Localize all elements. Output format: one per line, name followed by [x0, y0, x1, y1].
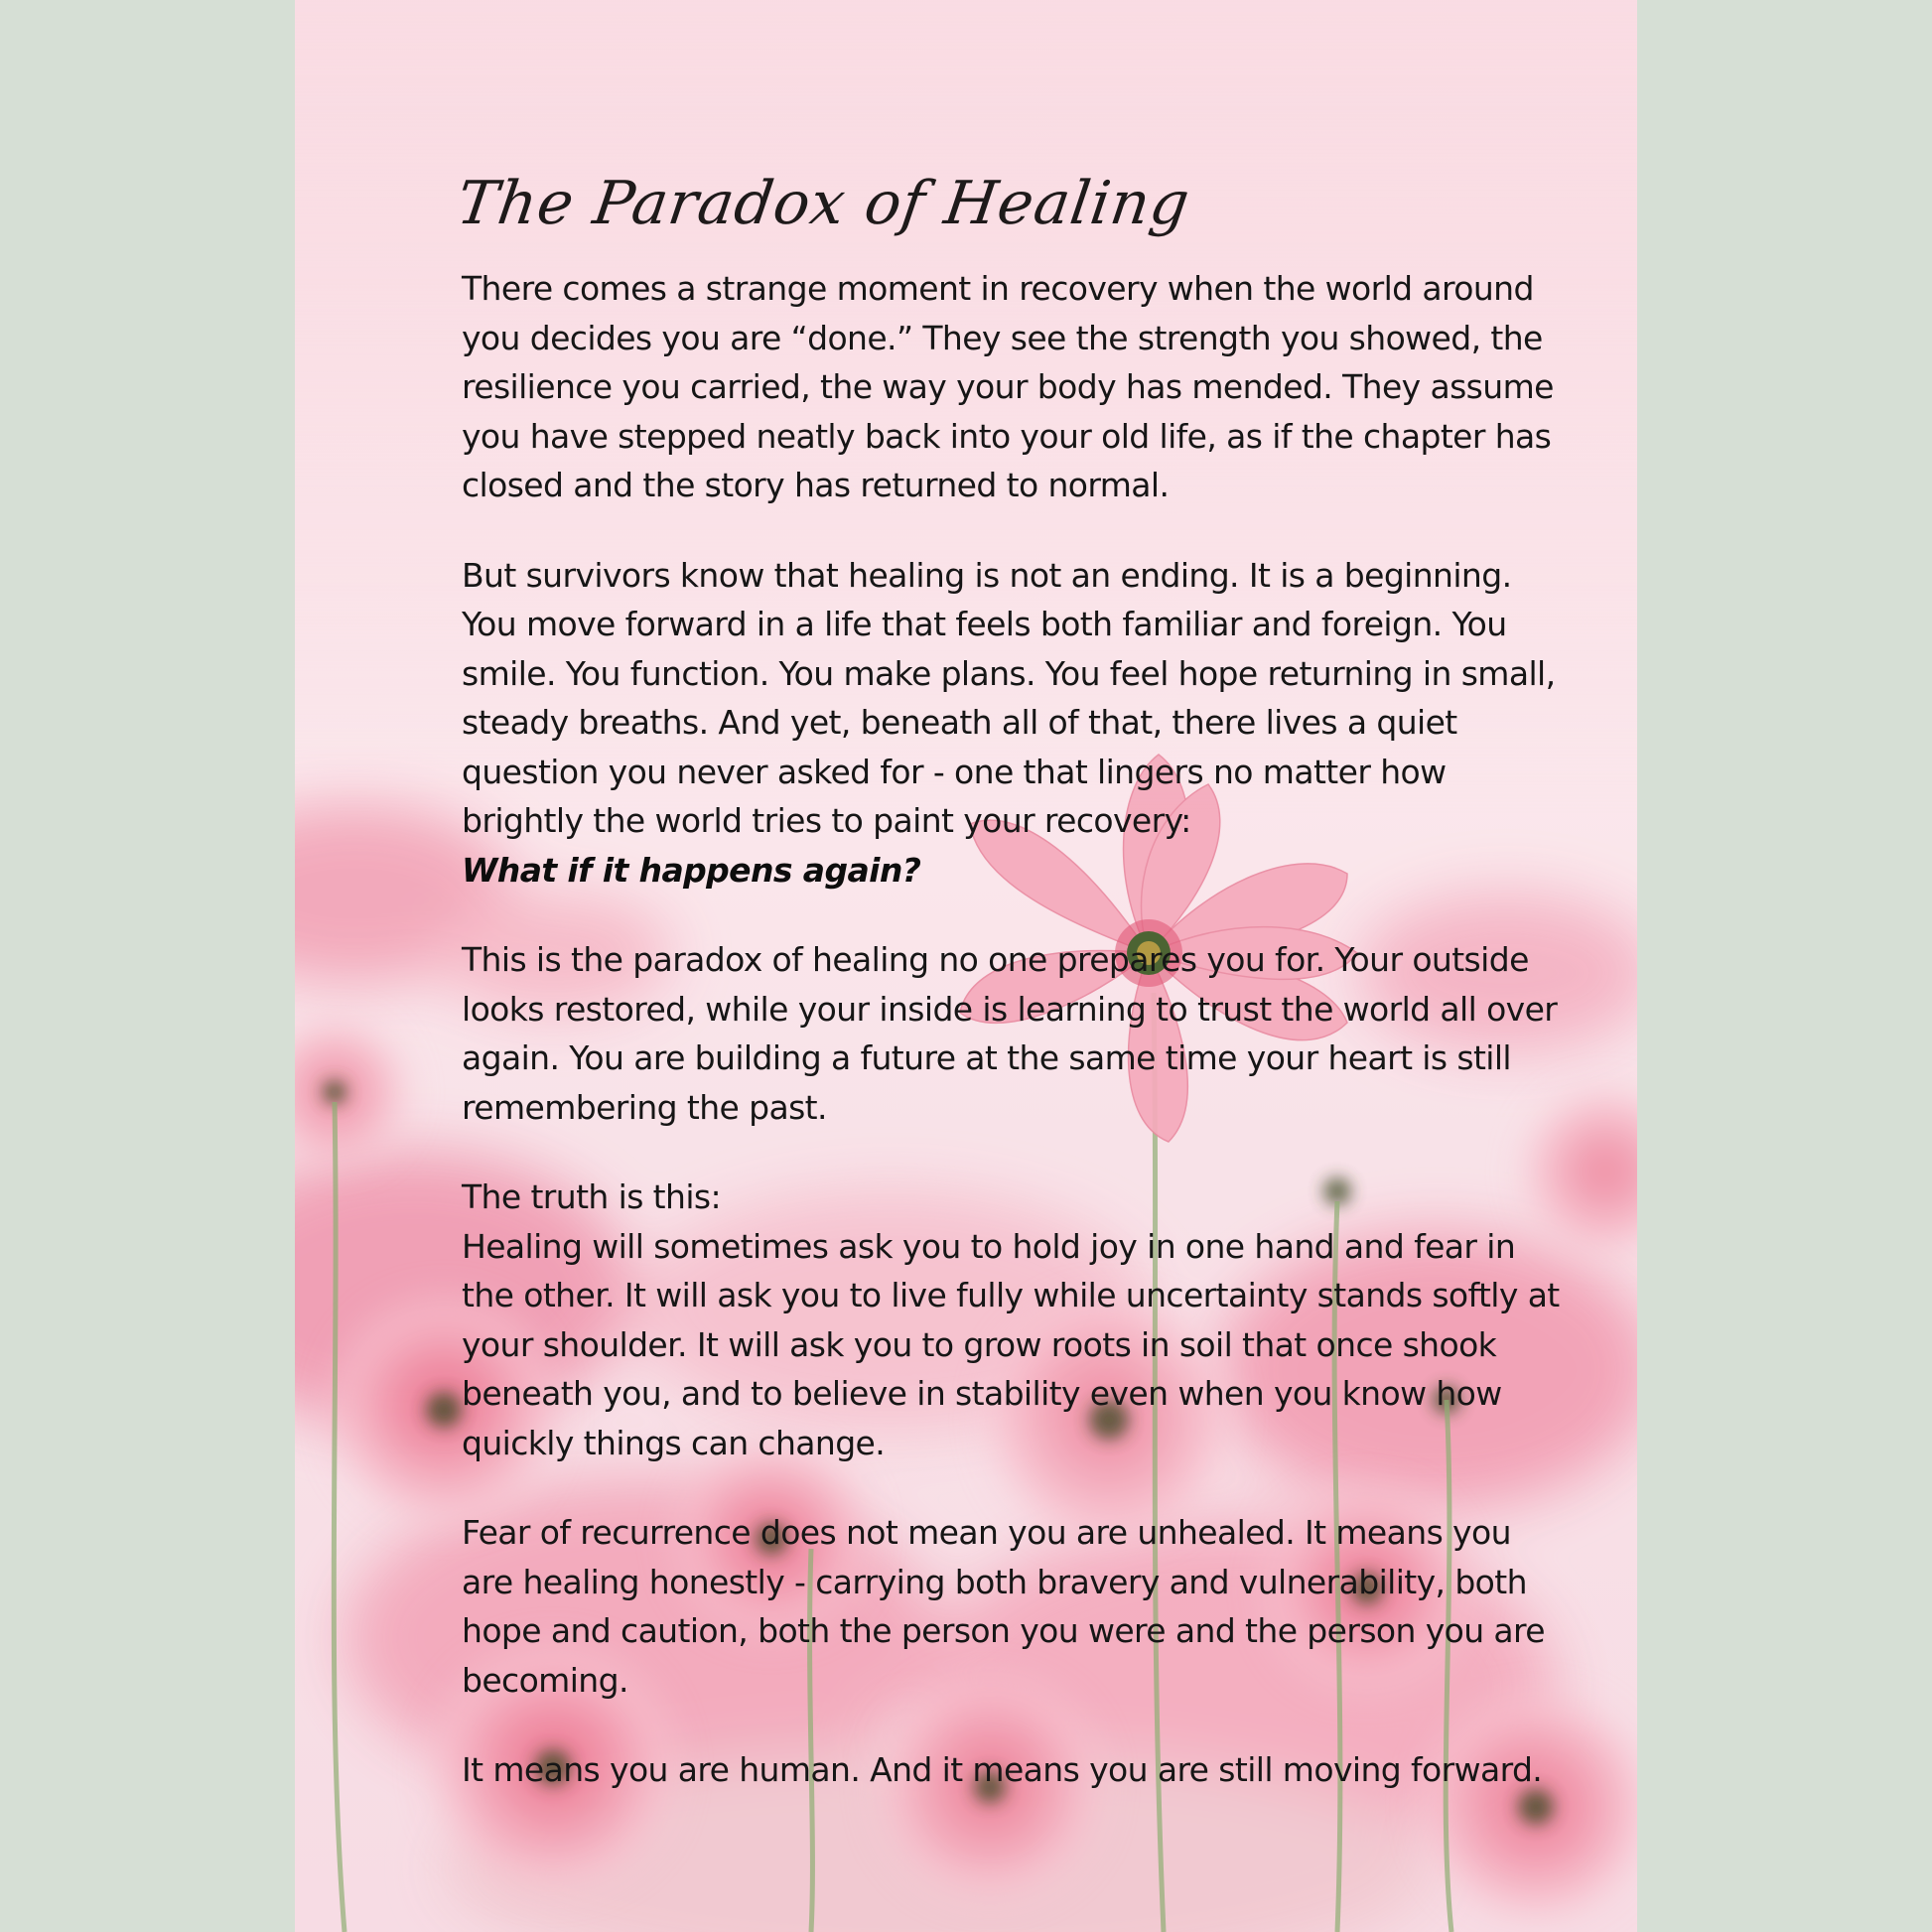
paragraph-line: brightly the world tries to paint your recovery:: [462, 801, 1191, 840]
article: [453, 149, 1560, 1836]
paragraph-line: hope and caution, both the person you were and the person you are: [462, 1611, 1545, 1650]
paragraph-line: closed and the story has returned to normal.: [462, 466, 1170, 504]
paragraph-line: Fear of recurrence does not mean you are unhealed. It means you: [462, 1513, 1511, 1552]
paragraph-3: [462, 935, 1558, 1132]
paragraph-line: resilience you carried, the way your body has mended. They assume: [462, 367, 1554, 406]
paragraph-line: quickly things can change.: [462, 1423, 886, 1462]
paragraph-line: remembering the past.: [462, 1087, 827, 1127]
paragraph-line: There comes a strange moment in recovery when the world around: [462, 269, 1534, 308]
paragraph-4: [462, 1173, 1560, 1467]
paragraph-line: steady breaths. And yet, beneath all of that, there lives a quiet: [462, 703, 1457, 742]
paragraph-5: [462, 1508, 1544, 1705]
page-title: [453, 149, 1194, 258]
paragraph-line: becoming.: [462, 1660, 628, 1700]
paragraph-line: are healing honestly - carrying both bravery and vulnerability, both: [462, 1562, 1527, 1601]
paragraph-line: smile. You function. You make plans. You feel hope returning in small,: [462, 653, 1556, 693]
paragraph-line: beneath you, and to believe in stability even when you know how: [462, 1374, 1502, 1413]
paragraph-line: question you never asked for - one that lingers no matter how: [462, 752, 1447, 791]
paragraph-line: the other. It will ask you to live fully while uncertainty stands softly at: [462, 1276, 1560, 1314]
paragraph-line: This is the paradox of healing no one prepares you for. Your outside: [462, 940, 1529, 979]
paragraph-line: you have stepped neatly back into your old life, as if the chapter has: [462, 416, 1552, 456]
paragraph-line: your shoulder. It will ask you to grow roots in soil that once shook: [462, 1324, 1497, 1364]
paragraph-line: looks restored, while your inside is learning to trust the world all over: [462, 989, 1558, 1029]
page-title-text: The Paradox of Healing: [453, 169, 1194, 238]
paragraph-2: [462, 551, 1556, 896]
page-sheet: [295, 0, 1637, 1932]
paragraph-line: again. You are building a future at the same time your heart is still: [462, 1038, 1511, 1077]
paragraph-line: It means you are human. And it means you are still moving forward.: [462, 1750, 1543, 1789]
paragraph-line: you decides you are “done.” They see the strength you showed, the: [462, 318, 1543, 357]
paragraph-line: The truth is this:: [462, 1177, 722, 1216]
paragraph-line: You move forward in a life that feels both familiar and foreign. You: [462, 605, 1507, 643]
paragraph-line: But survivors know that healing is not an ending. It is a beginning.: [462, 555, 1512, 595]
paragraph-1: [462, 264, 1554, 510]
paragraph-6: [462, 1745, 1544, 1795]
paragraph-line: Healing will sometimes ask you to hold joy in one hand and fear in: [462, 1226, 1516, 1266]
emphasis-question: What if it happens again?: [462, 850, 921, 890]
